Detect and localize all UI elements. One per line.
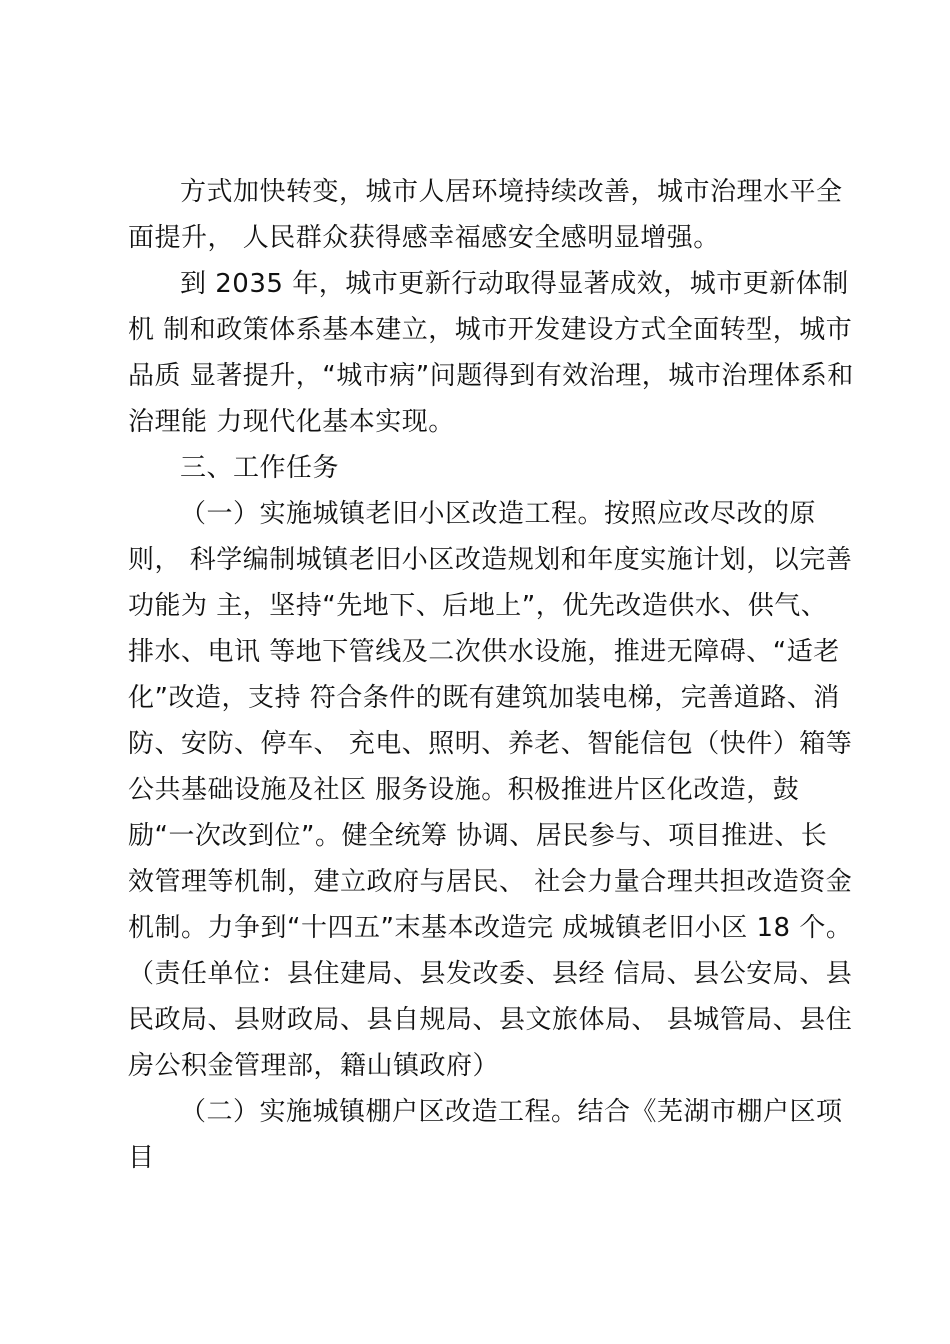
paragraph-line: 民政局、县财政局、县自规局、县文旅体局、 县城管局、县住	[128, 1005, 853, 1035]
paragraph-line: 防、安防、停车、 充电、照明、养老、智能信包（快件）箱等	[128, 729, 853, 759]
paragraph-line: 功能为 主，坚持“先地下、后地上”，优先改造供水、供气、	[128, 591, 828, 621]
paragraph-line: （一）实施城镇老旧小区改造工程。按照应改尽改的原	[180, 499, 817, 529]
paragraph-line: 面提升， 人民群众获得感幸福感安全感明显增强。	[128, 223, 720, 253]
paragraph-line: 励“一次改到位”。健全统筹 协调、居民参与、项目推进、长	[128, 821, 828, 851]
paragraph-line: 目	[128, 1143, 155, 1173]
paragraph-line: 品质 显著提升，“城市病”问题得到有效治理，城市治理体系和	[128, 361, 854, 391]
paragraph-line: （责任单位：县住建局、县发改委、县经 信局、县公安局、县	[128, 959, 853, 989]
paragraph-line: 效管理等机制，建立政府与居民、 社会力量合理共担改造资金	[128, 867, 853, 897]
paragraph-line: 治理能 力现代化基本实现。	[128, 407, 455, 437]
section-heading: 三、工作任务	[180, 453, 340, 483]
paragraph-line: 则， 科学编制城镇老旧小区改造规划和年度实施计划，以完善	[128, 545, 853, 575]
paragraph-line: 机 制和政策体系基本建立，城市开发建设方式全面转型，城市	[128, 315, 853, 345]
paragraph-line: 排水、电讯 等地下管线及二次供水设施，推进无障碍、“适老	[128, 637, 840, 667]
paragraph-line: 化”改造，支持 符合条件的既有建筑加装电梯，完善道路、消	[128, 683, 840, 713]
paragraph-line: 机制。力争到“十四五”末基本改造完 成城镇老旧小区 18 个。	[128, 913, 853, 943]
paragraph-line: 公共基础设施及社区 服务设施。积极推进片区化改造，鼓	[128, 775, 800, 805]
paragraph-line: 到 2035 年，城市更新行动取得显著成效，城市更新体制	[180, 269, 849, 299]
paragraph-line: 方式加快转变，城市人居环境持续改善，城市治理水平全	[180, 177, 843, 207]
paragraph-line: （二）实施城镇棚户区改造工程。结合《芜湖市棚户区项	[180, 1097, 843, 1127]
paragraph-line: 房公积金管理部，籍山镇政府）	[128, 1051, 500, 1081]
